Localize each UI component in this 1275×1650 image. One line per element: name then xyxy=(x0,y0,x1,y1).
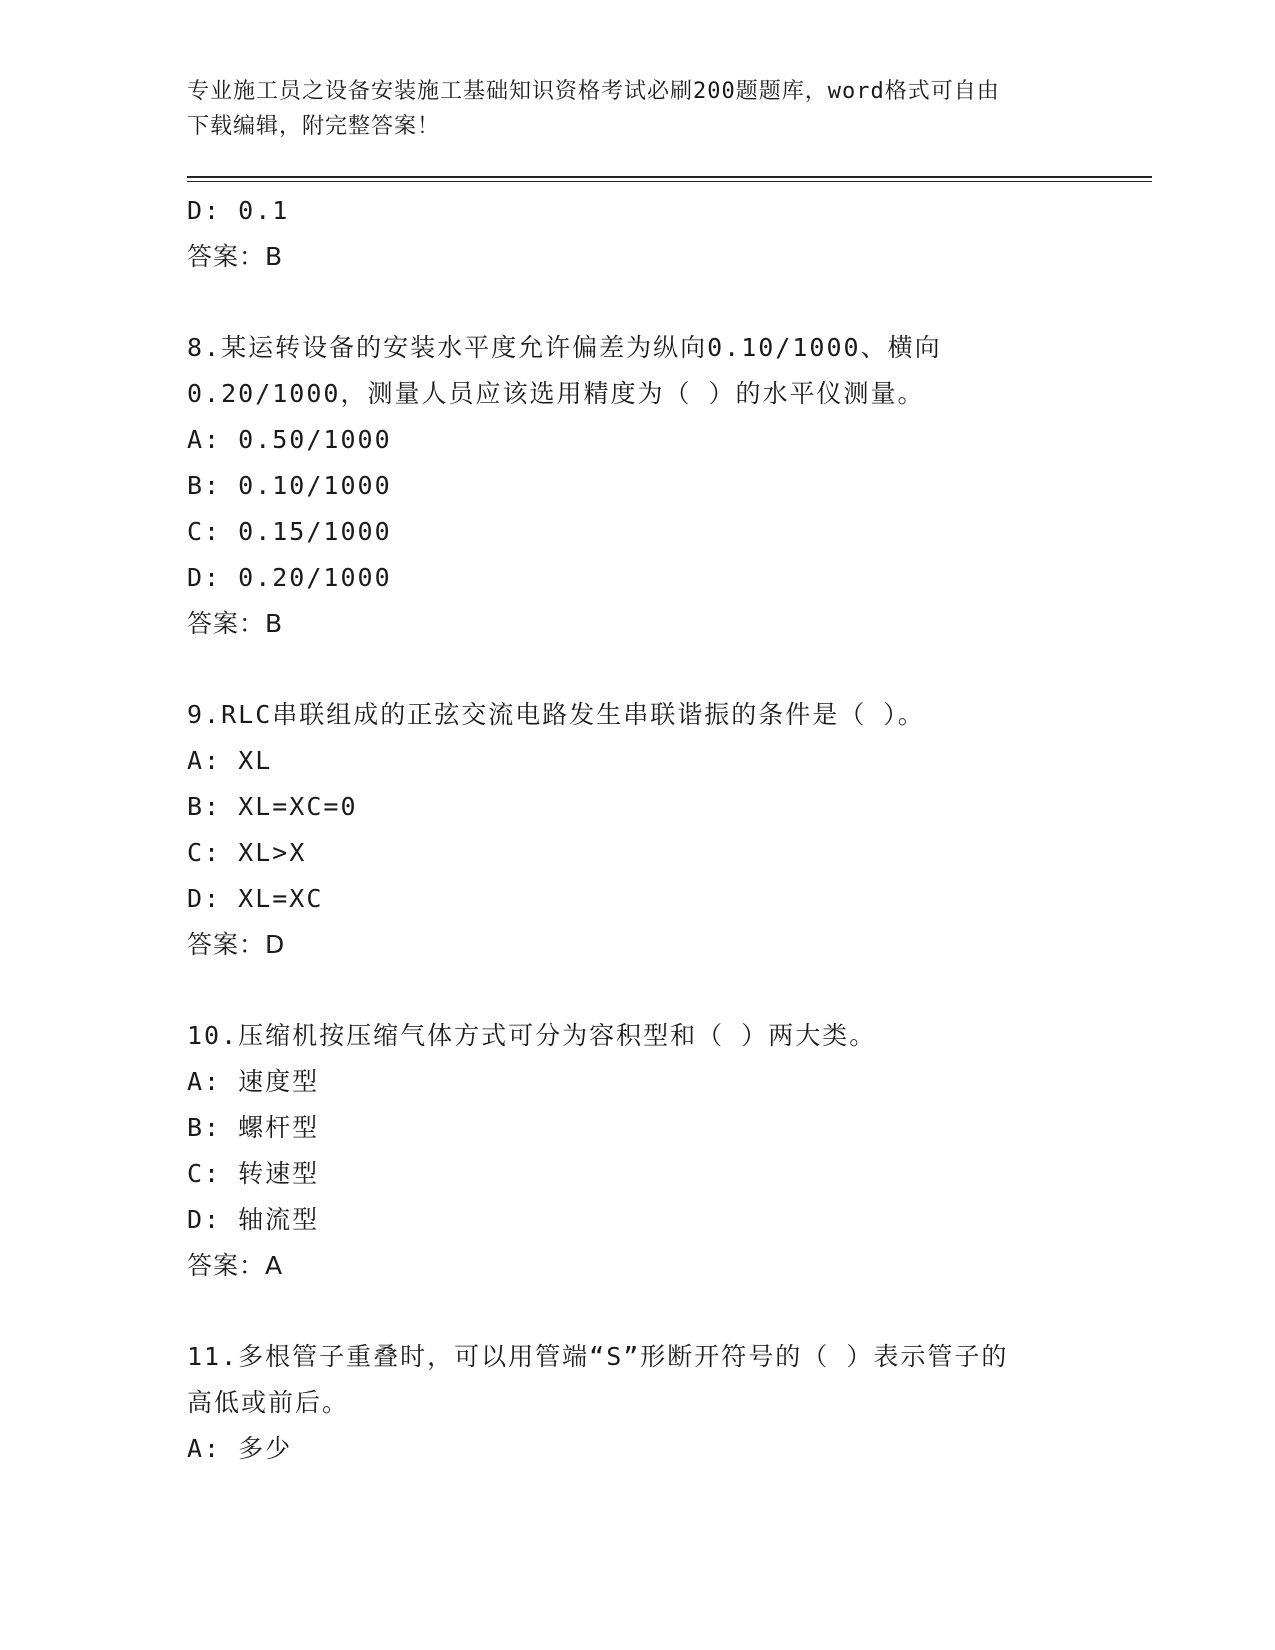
question-9 xyxy=(187,692,1087,968)
question-stem: 9.RLC串联组成的正弦交流电路发生串联谐振的条件是（ ）。 xyxy=(187,700,925,729)
question-list xyxy=(187,188,1087,1472)
option-c: C: 0.15/1000 xyxy=(187,517,392,546)
option-a: A: 速度型 xyxy=(187,1067,320,1096)
option-a: A: XL xyxy=(187,746,273,775)
option-d: D: 0.20/1000 xyxy=(187,563,392,592)
spacer xyxy=(187,968,1087,1013)
option-c: C: XL>X xyxy=(187,838,307,867)
header-title-line-1: 专业施工员之设备安装施工基础知识资格考试必刷200题题库，word格式可自由 xyxy=(187,79,1000,104)
spacer xyxy=(187,647,1087,692)
answer-line: 答案：A xyxy=(187,1251,284,1280)
option-d: D: 0.1 xyxy=(187,196,290,225)
question-10 xyxy=(187,1013,1087,1289)
question-stem-continued: 0.20/1000，测量人员应该选用精度为（ ）的水平仪测量。 xyxy=(187,379,925,408)
answer-line: 答案：B xyxy=(187,609,284,638)
option-c: C: 转速型 xyxy=(187,1159,320,1188)
question-stem-continued: 高低或前后。 xyxy=(187,1388,350,1417)
header-title-line-2: 下载编辑，附完整答案！ xyxy=(187,114,441,139)
page-header xyxy=(187,74,1077,144)
answer-line: 答案：B xyxy=(187,242,284,271)
question-8 xyxy=(187,325,1087,647)
header-divider-thin xyxy=(187,181,1152,182)
spacer xyxy=(187,1289,1087,1334)
option-b: B: 0.10/1000 xyxy=(187,471,392,500)
question-stem: 10.压缩机按压缩气体方式可分为容积型和（ ）两大类。 xyxy=(187,1021,877,1050)
question-stem: 11.多根管子重叠时，可以用管端“S”形断开符号的（ ）表示管子的 xyxy=(187,1342,1009,1371)
option-b: B: XL=XC=0 xyxy=(187,792,358,821)
header-divider xyxy=(187,176,1152,178)
previous-question-tail xyxy=(187,188,1087,280)
option-a: A: 0.50/1000 xyxy=(187,425,392,454)
option-b: B: 螺杆型 xyxy=(187,1113,320,1142)
option-d: D: XL=XC xyxy=(187,884,324,913)
question-11 xyxy=(187,1334,1087,1472)
option-d: D: 轴流型 xyxy=(187,1205,320,1234)
question-stem: 8.某运转设备的安装水平度允许偏差为纵向0.10/1000、横向 xyxy=(187,333,942,362)
option-a: A: 多少 xyxy=(187,1434,293,1463)
answer-line: 答案：D xyxy=(187,930,286,959)
spacer xyxy=(187,280,1087,325)
